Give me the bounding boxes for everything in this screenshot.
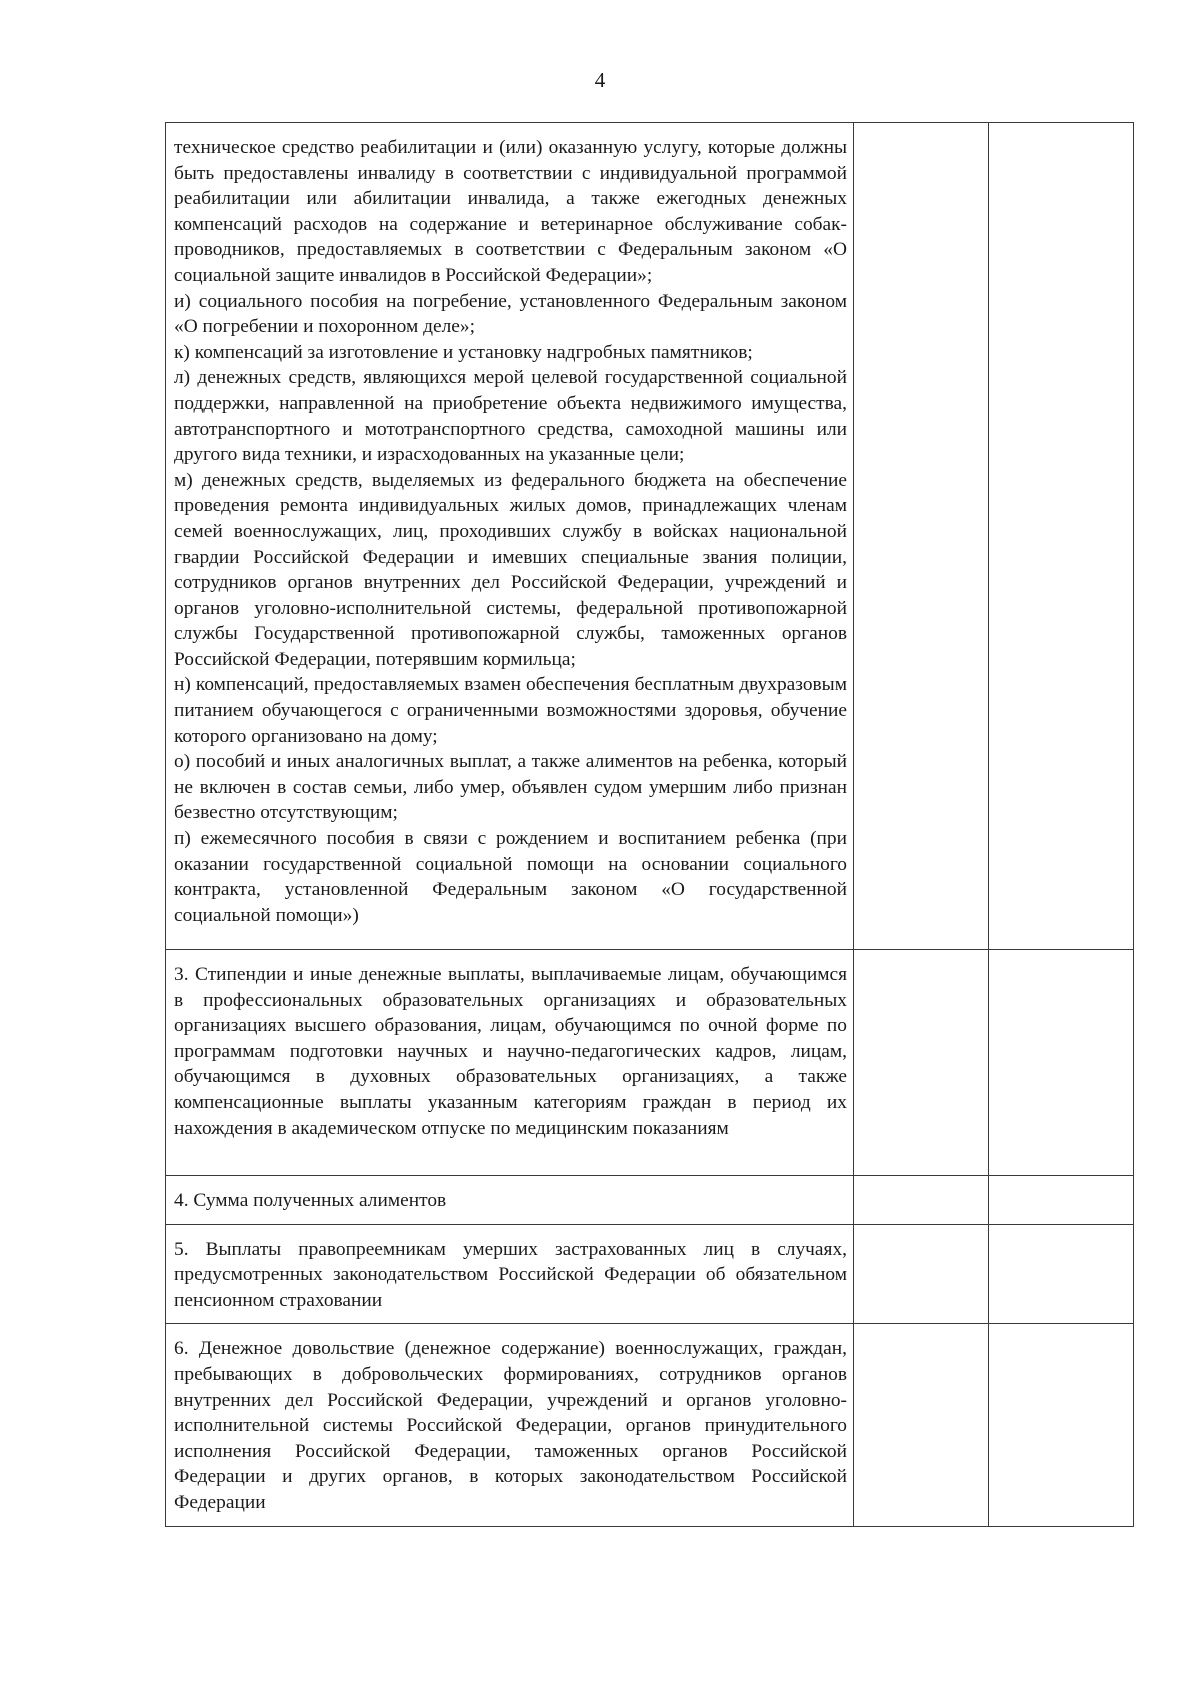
empty-cell — [989, 950, 1134, 1176]
table-row — [166, 1224, 1134, 1324]
empty-cell — [854, 123, 989, 950]
empty-cell — [989, 1324, 1134, 1526]
paragraph: п) ежемесячного пособия в связи с рождением и воспитанием ребенка (при оказании государственной социальной помощи на основании социального контракта, установленной Федеральным законом «О государственной социальной помощи») — [174, 828, 847, 926]
table-row — [166, 123, 1134, 950]
paragraph: 4. Сумма полученных алиментов — [174, 1190, 447, 1211]
empty-cell — [854, 1224, 989, 1324]
paragraph: к) компенсаций за изготовление и установку надгробных памятников; — [174, 341, 753, 363]
row-text-cell — [166, 1176, 854, 1225]
paragraph: 3. Стипендии и иные денежные выплаты, выплачиваемые лицам, обучающимся в профессиональных образовательных организациях и образовательных организациях высшего образования, лицам, обучающимся по очной форме по программам подготовки научных и научно-педагогических кадров, лицам, обучающимся в духовных образовательных организациях, а также компенсационные выплаты указанным категориям граждан в период их нахождения в академическом отпуске по медицинским показаниям — [174, 964, 847, 1139]
row-text-cell — [166, 123, 854, 950]
income-table — [165, 122, 1134, 1527]
row-text-cell — [166, 1224, 854, 1324]
row-text-cell — [166, 950, 854, 1176]
paragraph: л) денежных средств, являющихся мерой целевой государственной социальной поддержки, направленной на приобретение объекта недвижимого имущества, автотранспортного и мототранспортного средства, самоходной машины или другого вида техники, и израсходованных на указанные цели; — [174, 367, 847, 466]
empty-cell — [989, 1224, 1134, 1324]
table-row — [166, 950, 1134, 1176]
empty-cell — [989, 123, 1134, 950]
table-row — [166, 1324, 1134, 1526]
empty-cell — [854, 1176, 989, 1225]
empty-cell — [854, 1324, 989, 1526]
row-text-cell — [166, 1324, 854, 1526]
paragraph: о) пособий и иных аналогичных выплат, а также алиментов на ребенка, который не включен в состав семьи, либо умер, объявлен судом умершим либо признан безвестно отсутствующим; — [174, 751, 847, 824]
paragraph: м) денежных средств, выделяемых из федерального бюджета на обеспечение проведения ремонта индивидуальных жилых домов, принадлежащих членам семей военнослужащих, лиц, проходивших службу в войсках национальной гвардии Российской Федерации и имевших специальные звания полиции, сотрудников органов внутренних дел Российской Федерации, учреждений и органов уголовно-исполнительной системы, федеральной противопожарной службы Государственной противопожарной службы, таможенных органов Российской Федерации, потерявшим кормильца; — [174, 469, 847, 670]
empty-cell — [989, 1176, 1134, 1225]
page-number: 4 — [594, 68, 606, 92]
paragraph: 6. Денежное довольствие (денежное содержание) военнослужащих, граждан, пребывающих в добровольческих формированиях, сотрудников органов внутренних дел Российской Федерации, учреждений и органов уголовно-исполнительной системы Российской Федерации, органов принудительного исполнения Российской Федерации, таможенных органов Российской Федерации и других органов, в которых законодательством Российской Федерации — [174, 1338, 847, 1513]
paragraph: и) социального пособия на погребение, установленного Федеральным законом «О погребении и похоронном деле»; — [174, 290, 847, 338]
empty-cell — [854, 950, 989, 1176]
table-row — [166, 1176, 1134, 1225]
paragraph: 5. Выплаты правопреемникам умерших застрахованных лиц в случаях, предусмотренных законодательством Российской Федерации об обязательном пенсионном страховании — [174, 1238, 847, 1311]
paragraph: техническое средство реабилитации и (или) оказанную услугу, которые должны быть предоставлены инвалиду в соответствии с индивидуальной программой реабилитации или абилитации инвалида, а также ежегодных денежных компенсаций расходов на содержание и ветеринарное обслуживание собак-проводников, предоставляемых в соответствии с Федеральным законом «О социальной защите инвалидов в Российской Федерации»; — [174, 137, 847, 286]
paragraph: н) компенсаций, предоставляемых взамен обеспечения бесплатным двухразовым питанием обучающегося с ограниченными возможностями здоровья, обучение которого организовано на дому; — [174, 674, 847, 747]
